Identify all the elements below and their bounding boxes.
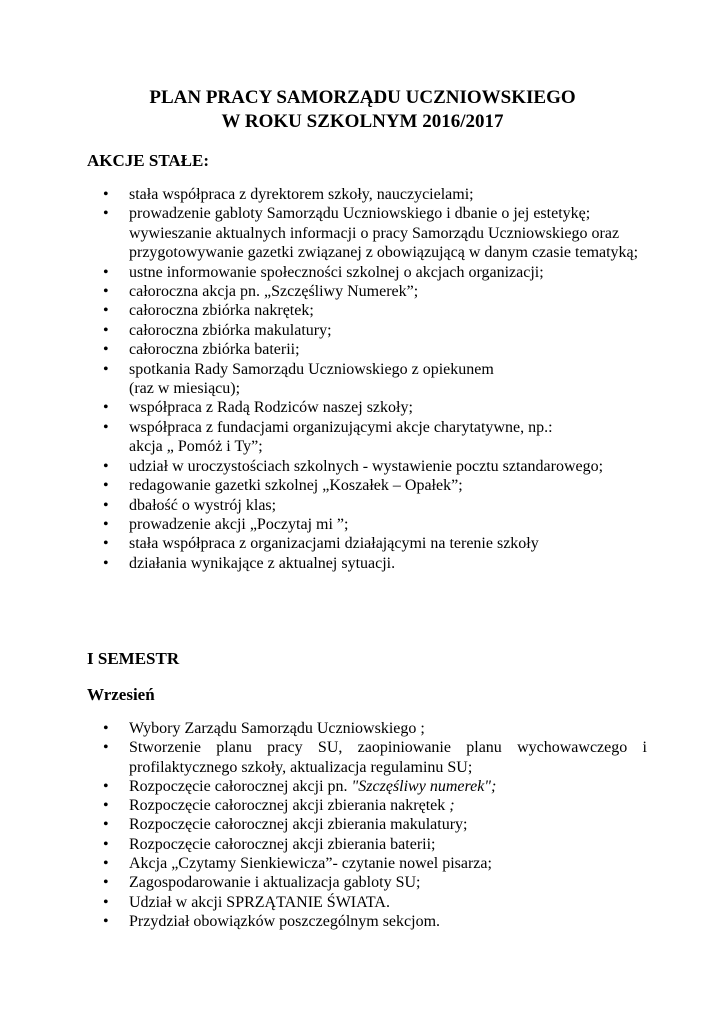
list-item: • Zagospodarowanie i aktualizacja gabloty SU; <box>87 873 647 892</box>
list-item: • prowadzenie akcji „Poczytaj mi ”; <box>87 515 647 534</box>
list-item: • redagowanie gazetki szkolnej „Koszałek – Opałek”; <box>87 476 647 495</box>
list-item: • stała współpraca z organizacjami działającymi na terenie szkoły <box>87 534 647 553</box>
list-item: • ustne informowanie społeczności szkolnej o akcjach organizacji; <box>87 263 647 282</box>
list-item <box>87 796 647 815</box>
list-item: • Udział w akcji SPRZĄTANIE ŚWIATA. <box>87 893 647 912</box>
semester-heading: I SEMESTR <box>87 649 180 668</box>
permanent-actions-heading: AKCJE STAŁE: <box>87 151 210 170</box>
document-title-line-2: W ROKU SZKOLNYM 2016/2017 <box>221 111 504 132</box>
list-item-line: (raz w miesiącu); <box>129 380 241 398</box>
list-item-italic-text: ; <box>449 797 455 815</box>
list-item: • dbałość o wystrój klas; <box>87 496 647 515</box>
list-item: • całoroczna akcja pn. „Szczęśliwy Numerek”; <box>87 282 647 301</box>
list-item: • współpraca z Radą Rodziców naszej szkoły; <box>87 398 647 417</box>
list-item-line: spotkania Rady Samorządu Uczniowskiego z opiekunem <box>129 360 494 378</box>
list-item: • Akcja „Czytamy Sienkiewicza”- czytanie nowel pisarza; <box>87 854 647 873</box>
list-item: • działania wynikające z aktualnej sytuacji. <box>87 554 647 573</box>
permanent-actions-list <box>87 185 647 573</box>
list-item-line: akcja „ Pomóż i Ty”; <box>129 438 263 456</box>
list-item: • Stworzenie planu pracy SU, zaopiniowanie planu wychowawczego i profilaktycznego szkoły, aktualizacja regulaminu SU; <box>87 738 647 777</box>
list-item-text: Rozpoczęcie całorocznej akcji pn. <box>129 777 352 795</box>
list-item: • całoroczna zbiórka nakrętek; <box>87 301 647 320</box>
list-item: • Rozpoczęcie całorocznej akcji zbierania makulatury; <box>87 815 647 834</box>
list-item-text: Rozpoczęcie całorocznej akcji zbierania nakrętek <box>129 797 450 815</box>
document-title-line-1: PLAN PRACY SAMORZĄDU UCZNIOWSKIEGO <box>149 87 576 108</box>
list-item <box>87 418 647 457</box>
list-item: • całoroczna zbiórka baterii; <box>87 340 647 359</box>
list-item <box>87 777 647 796</box>
semester-actions-list <box>87 719 647 931</box>
list-item: • stała współpraca z dyrektorem szkoły, nauczycielami; <box>87 185 647 204</box>
list-item-italic-text: "Szczęśliwy numerek"; <box>351 777 497 795</box>
list-item: • Przydział obowiązków poszczególnym sekcjom. <box>87 912 647 931</box>
list-item: • Rozpoczęcie całorocznej akcji zbierania baterii; <box>87 835 647 854</box>
list-item-line: współpraca z fundacjami organizującymi akcje charytatywne, np.: <box>129 418 553 436</box>
list-item <box>87 360 647 399</box>
list-item: • całoroczna zbiórka makulatury; <box>87 321 647 340</box>
month-heading: Wrzesień <box>87 685 155 704</box>
list-item: • prowadzenie gabloty Samorządu Uczniowskiego i dbanie o jej estetykę; wywieszanie aktualnych informacji o pracy Samorządu Uczniowskiego oraz przygotowywanie gazetki związanej z obowiązującą w danym czasie tematyką; <box>87 204 647 262</box>
list-item: • Wybory Zarządu Samorządu Uczniowskiego ; <box>87 719 647 738</box>
list-item: • udział w uroczystościach szkolnych - wystawienie pocztu sztandarowego; <box>87 457 647 476</box>
